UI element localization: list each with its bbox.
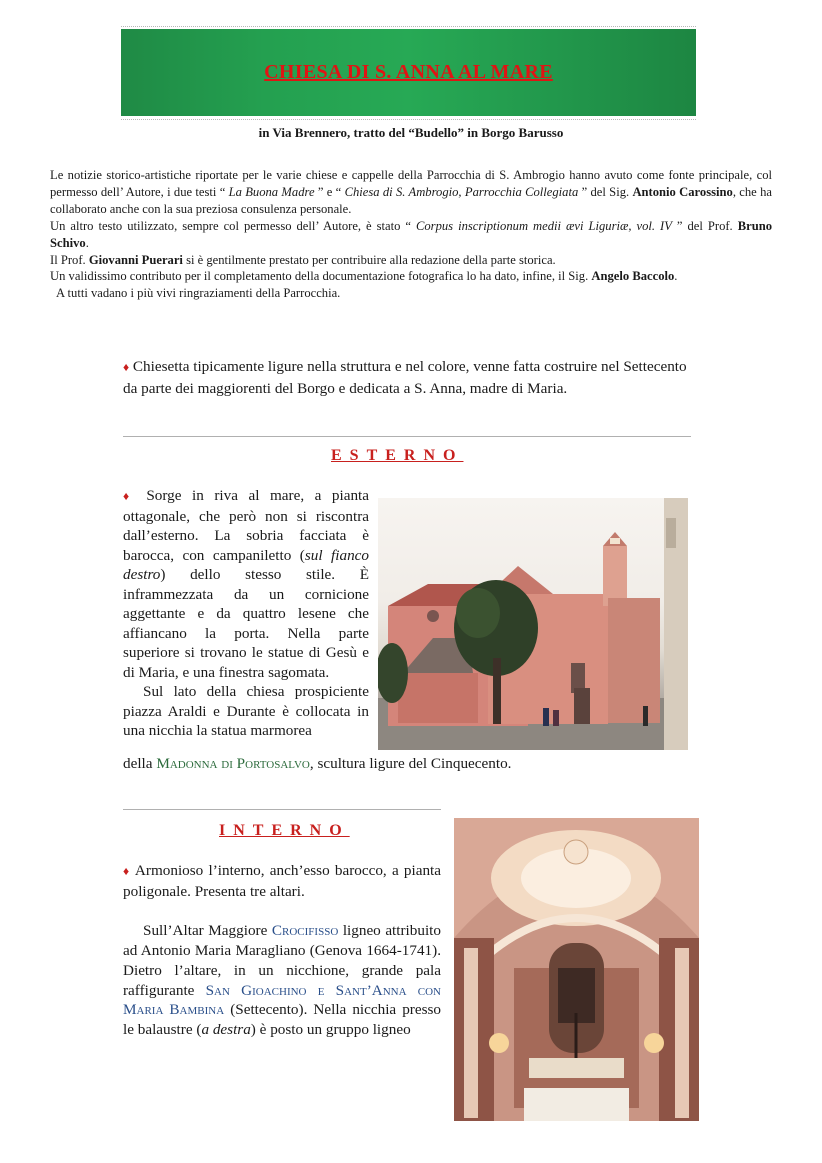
text: ” e “ — [314, 184, 345, 199]
location-subtitle: in Via Brennero, tratto del “Budello” in Borgo Barusso — [258, 125, 564, 140]
author-name: Antonio Carossino — [632, 184, 733, 199]
author-name: Bruno Schivo — [50, 218, 772, 250]
notes-paragraph-3 — [50, 252, 772, 269]
statue-name: Madonna di Portosalvo — [156, 755, 310, 772]
text: Sull’Altar Maggiore — [143, 922, 272, 940]
esterno-paragraph-2: Sul lato della chiesa prospiciente piazza Araldi e Durante è collocata in una nicchia la statua marmorea — [123, 683, 369, 739]
section-heading-interno: INTERNO — [219, 822, 350, 839]
acknowledgements — [50, 167, 772, 302]
author-name: Giovanni Puerari — [88, 252, 183, 267]
text: . — [85, 235, 89, 250]
text: (Settecento). Nella nicchia presso le balaustre ( — [123, 1001, 441, 1038]
intro-paragraph — [123, 356, 703, 399]
text: ) è posto un gruppo ligneo — [250, 1020, 411, 1038]
text: Un validissimo contributo per il completamento della documentazione fotografica lo ha dato, infine, il Sig. — [50, 269, 592, 284]
notes-paragraph-4 — [50, 268, 772, 285]
text-italic: a destra — [201, 1020, 251, 1038]
book-title: Corpus inscriptionum medii ævi Liguriæ, vol. IV — [415, 218, 672, 233]
esterno-paragraph-1 — [123, 486, 369, 682]
section-heading-esterno: ESTERNO — [331, 447, 464, 464]
diamond-bullet-icon: ♦ — [123, 864, 131, 878]
church-interior-illustration — [454, 818, 699, 1121]
text: ” del Sig. — [578, 184, 633, 199]
book-title: La Buona Madre — [228, 184, 315, 199]
book-title: Chiesa di S. Ambrogio, Parrocchia Collegiata — [344, 184, 579, 199]
notes-paragraph-1 — [50, 167, 772, 218]
text: Un altro testo utilizzato, sempre col permesso dell’ Autore, è stato “ — [50, 218, 416, 233]
artwork-name: Crocifisso — [271, 922, 339, 940]
banner-top-dotline — [121, 26, 696, 27]
notes-paragraph-2 — [50, 218, 772, 252]
esterno-paragraph-2-tail — [123, 755, 511, 773]
title-banner — [121, 29, 696, 116]
text: Sorge in riva al mare, a pianta ottagonale, che però non si riscontra dall’esterno. La sobria facciata è barocca, con campaniletto ( — [123, 487, 369, 564]
text: si è gentilmente prestato per contribuire alla redazione della parte storica. — [182, 252, 556, 267]
intro-text: Chiesetta tipicamente ligure nella struttura e nel colore, venne fatta costruire nel Settecento da parte dei maggiorenti del Borgo e dedicata a S. Anna, madre di Maria. — [123, 358, 687, 397]
text-italic: sul fianco destro — [123, 546, 369, 583]
church-exterior-illustration — [378, 498, 688, 750]
banner-bottom-dotline — [121, 119, 696, 120]
church-exterior-photo — [378, 498, 688, 750]
text: Il Prof. — [50, 252, 89, 267]
text: ” del Prof. — [671, 218, 738, 233]
text: ) dello stesso stile. È inframmezzata da un cornicione aggettante e da quattro lesene che affiancano la porta. Nella parte superiore si trovano le statue di Gesù e di Maria, e una finestra sagomata. — [123, 566, 369, 681]
text: della — [123, 755, 157, 772]
text: , che ha collaborato anche con la sua preziosa consulenza personale. — [50, 184, 772, 216]
esterno-text — [123, 486, 369, 741]
interno-text — [123, 861, 441, 1040]
text: . — [674, 269, 678, 284]
author-name: Angelo Baccolo — [591, 269, 675, 284]
diamond-bullet-icon: ♦ — [123, 489, 136, 503]
section-divider-esterno — [123, 436, 691, 437]
artwork-name: San Gioachino e Sant’Anna con Maria Bambina — [123, 981, 441, 1019]
interno-paragraph-1 — [123, 861, 441, 901]
interno-paragraph-2 — [123, 921, 441, 1039]
notes-paragraph-5: A tutti vadano i più vivi ringraziamenti della Parrocchia. — [56, 286, 341, 301]
page-title: CHIESA DI S. ANNA AL MARE — [264, 61, 553, 83]
church-interior-photo — [454, 818, 699, 1121]
text: Armonioso l’interno, anch’esso barocco, a pianta poligonale. Presenta tre altari. — [123, 862, 441, 900]
text: Le notizie storico-artistiche riportate per le varie chiese e cappelle della Parrocchia di S. Ambrogio hanno avuto come fonte principale, col permesso dell’ Autore, i due testi “ — [50, 168, 772, 199]
diamond-bullet-icon: ♦ — [123, 360, 130, 374]
text: ligneo attribuito ad Antonio Maria Maragliano (Genova 1664-1741). Dietro l’altare, in un nicchione, grande pala raffigurante — [123, 922, 441, 999]
text: , scultura ligure del Cinquecento. — [309, 755, 512, 772]
section-divider-interno — [123, 809, 441, 810]
